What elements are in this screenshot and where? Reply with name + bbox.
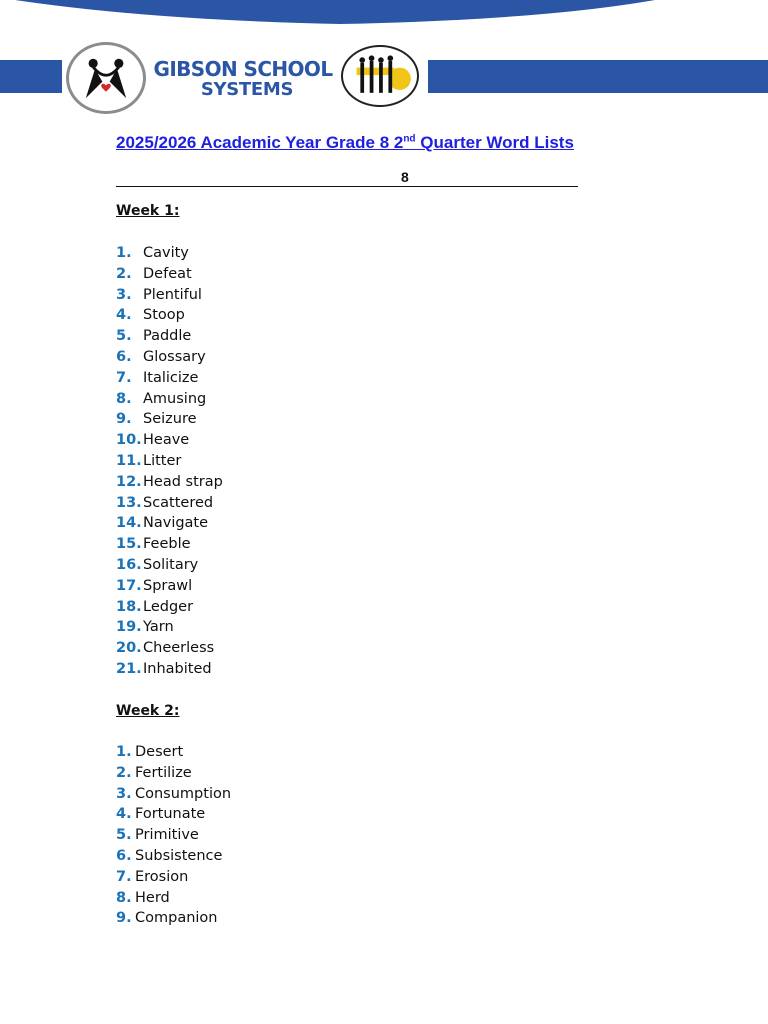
list-item-word: Cheerless: [143, 640, 215, 657]
list-item: [116, 888, 231, 909]
list-item: [116, 264, 223, 285]
document-title-rest: Quarter Word Lists: [415, 133, 574, 152]
list-item-word: Sprawl: [143, 577, 193, 594]
list-item-word: Consumption: [135, 785, 232, 802]
list-item-word: Subsistence: [135, 847, 223, 864]
grade-fill-line: [116, 168, 578, 187]
list-item-word: Litter: [143, 452, 182, 469]
list-item-number: 6.: [116, 348, 132, 365]
brand-name-line2: SYSTEMS: [200, 79, 294, 100]
list-item: [116, 638, 223, 659]
list-item-word: Glossary: [143, 348, 206, 365]
list-item-number: 5.: [116, 328, 132, 345]
list-item: [116, 409, 223, 430]
list-item-number: 11.: [116, 452, 142, 469]
list-item-number: 19.: [116, 619, 142, 636]
list-item-number: 4.: [116, 806, 132, 823]
list-item-number: 13.: [116, 494, 142, 511]
list-item: [116, 846, 231, 867]
list-item: [116, 430, 223, 451]
list-item-word: Herd: [135, 889, 170, 906]
list-item-word: Head strap: [143, 473, 223, 490]
header-arc-decoration: [0, 0, 768, 40]
list-item-word: Yarn: [143, 619, 174, 636]
list-item-word: Amusing: [143, 390, 207, 407]
brand-name-line1: GIBSON SCHOOL: [153, 57, 333, 81]
brand-name: [148, 58, 338, 100]
list-item-word: Heave: [143, 432, 190, 449]
list-item-number: 20.: [116, 640, 142, 657]
list-item: [116, 513, 223, 534]
list-item: [116, 908, 231, 929]
list-item: [116, 659, 223, 680]
list-item-word: Defeat: [143, 265, 192, 282]
list-item-word: Navigate: [143, 515, 209, 532]
list-item-word: Solitary: [143, 556, 199, 573]
list-item: [116, 763, 231, 784]
list-item: [116, 389, 223, 410]
list-item: [116, 804, 231, 825]
list-item: [116, 784, 231, 805]
list-item: [116, 451, 223, 472]
week-1-heading: Week 1:: [116, 203, 180, 219]
list-item-number: 1.: [116, 744, 132, 760]
list-item: [116, 597, 223, 618]
list-item: [116, 867, 231, 888]
list-item: [116, 347, 223, 368]
list-item-word: Primitive: [135, 827, 199, 844]
list-item-number: 16.: [116, 556, 142, 573]
grade-value: 8: [401, 169, 409, 185]
list-item-word: Cavity: [143, 245, 189, 261]
list-item: [116, 368, 223, 389]
list-item-word: Italicize: [143, 369, 199, 386]
list-item-number: 12.: [116, 473, 142, 490]
list-item-word: Fertilize: [135, 764, 192, 781]
list-item: [116, 472, 223, 493]
week-2-heading: Week 2:: [116, 703, 180, 719]
header-band-left: [0, 60, 62, 93]
list-item: [116, 576, 223, 597]
list-item-number: 3.: [116, 785, 132, 802]
list-item-number: 1.: [116, 245, 132, 261]
school-crest-icon: [66, 42, 146, 114]
list-item-number: 2.: [116, 764, 132, 781]
week-1-word-list: [116, 243, 223, 680]
list-item: [116, 742, 231, 763]
list-item-number: 14.: [116, 515, 142, 532]
header-band-right: [428, 60, 768, 93]
list-item-word: Desert: [135, 744, 184, 760]
list-item: [116, 285, 223, 306]
list-item-number: 4.: [116, 307, 132, 324]
marching-band-icon: [341, 45, 419, 107]
list-item: [116, 493, 223, 514]
list-item-word: Scattered: [143, 494, 214, 511]
list-item-number: 21.: [116, 660, 142, 677]
list-item: [116, 825, 231, 846]
list-item: [116, 617, 223, 638]
list-item-number: 9.: [116, 910, 132, 927]
list-item-number: 7.: [116, 369, 132, 386]
list-item: [116, 534, 223, 555]
list-item: [116, 555, 223, 576]
document-title-main: 2025/2026 Academic Year Grade 8 2: [116, 133, 404, 152]
list-item-word: Plentiful: [143, 286, 202, 303]
list-item-word: Ledger: [143, 598, 194, 615]
list-item-number: 8.: [116, 390, 132, 407]
list-item-number: 15.: [116, 536, 142, 553]
document-title: [116, 133, 574, 153]
list-item-number: 7.: [116, 868, 132, 885]
list-item-number: 6.: [116, 847, 132, 864]
list-item-number: 8.: [116, 889, 132, 906]
list-item-word: Erosion: [135, 868, 189, 885]
list-item: [116, 243, 223, 264]
list-item-number: 17.: [116, 577, 142, 594]
list-item-word: Stoop: [143, 307, 185, 324]
list-item-number: 3.: [116, 286, 132, 303]
list-item-word: Inhabited: [143, 660, 212, 677]
list-item-word: Feeble: [143, 536, 191, 553]
list-item-number: 2.: [116, 265, 132, 282]
list-item-number: 5.: [116, 827, 132, 844]
list-item-word: Seizure: [143, 411, 197, 428]
list-item-number: 10.: [116, 432, 142, 449]
list-item-number: 18.: [116, 598, 142, 615]
list-item-word: Fortunate: [135, 806, 206, 823]
week-2-word-list: [116, 742, 231, 929]
list-item-word: Paddle: [143, 328, 192, 345]
list-item-number: 9.: [116, 411, 132, 428]
list-item: [116, 305, 223, 326]
document-title-superscript: nd: [403, 133, 416, 145]
list-item: [116, 326, 223, 347]
list-item-word: Companion: [135, 910, 218, 927]
